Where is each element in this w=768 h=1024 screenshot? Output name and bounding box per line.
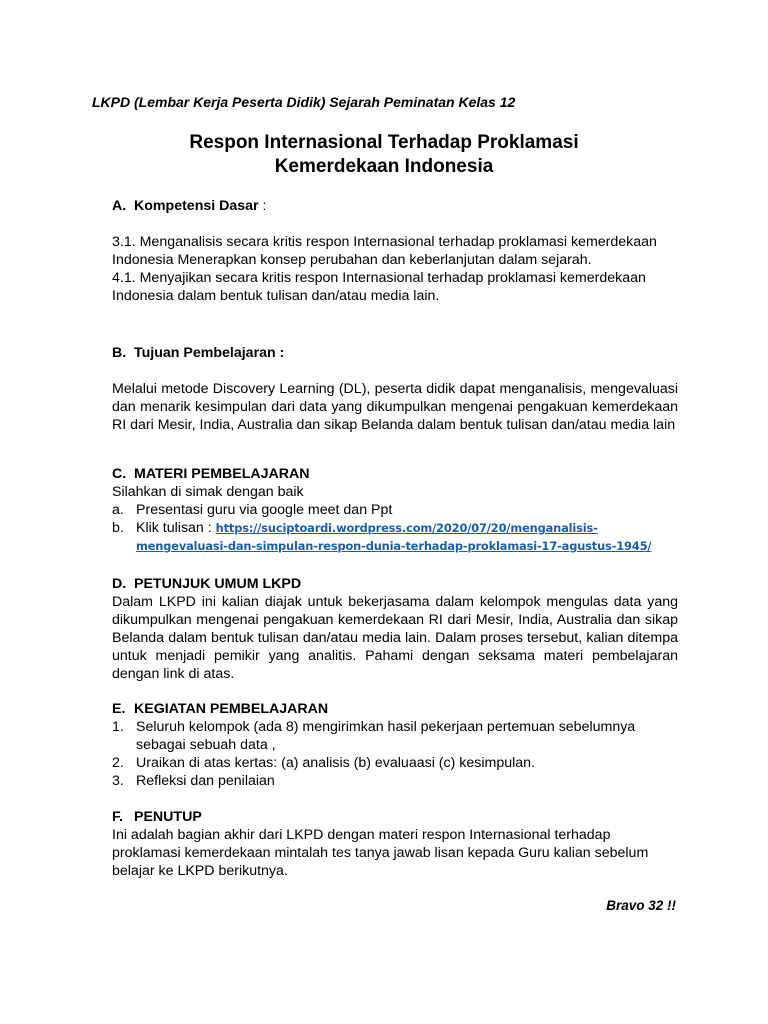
list-marker: 2.: [112, 755, 124, 771]
section-d-paragraph: Dalam LKPD ini kalian diajak untuk bekerjasama dalam kelompok mengulas data yang dikumpulkan mengenai pengakuan kemerdekaan RI dari Mesir, India, Australia dan sikap Belanda dalam bentuk tulisan dan/atau media lain. Dalam proses tersebut, kalian ditempa untuk menjadi pemikir yang analitis. Pahami dengan seksama materi pembelajaran dengan link di atas.: [112, 594, 678, 682]
title-line-1: Respon Internasional Terhadap Proklamasi: [189, 132, 579, 153]
list-item: [112, 519, 678, 555]
section-a-colon: :: [258, 198, 267, 214]
section-b-letter: B.: [112, 345, 127, 361]
title-line-2: Kemerdekaan Indonesia: [274, 156, 494, 177]
list-item: [112, 718, 678, 754]
list-marker: a.: [112, 502, 124, 518]
section-f-title: PENUTUP: [134, 809, 202, 825]
section-d: [112, 575, 678, 683]
list-item: [112, 501, 678, 519]
section-f-heading: [112, 808, 678, 826]
section-f-letter: F.: [112, 809, 124, 825]
section-b-heading: [112, 344, 678, 362]
list-item-text: Uraikan di atas kertas: (a) analisis (b) evaluaasi (c) kesimpulan.: [136, 755, 535, 771]
section-e-title: KEGIATAN PEMBELAJARAN: [134, 701, 329, 717]
list-item-text: Seluruh kelompok (ada 8) mengirimkan hasil pekerjaan pertemuan sebelumnya sebagai sebuah data ,: [136, 719, 636, 753]
section-c-intro: Silahkan di simak dengan baik: [112, 484, 304, 500]
list-marker: 1.: [112, 719, 124, 735]
section-e-letter: E.: [112, 701, 126, 717]
section-c-letter: C.: [112, 466, 127, 482]
section-a: [112, 197, 678, 305]
section-d-title: PETUNJUK UMUM LKPD: [134, 576, 302, 592]
section-a-paragraph-1: 3.1. Menganalisis secara kritis respon Internasional terhadap proklamasi kemerdekaan Indonesia Menerapkan konsep perubahan dan keberlanjutan dalam sejarah.: [112, 234, 657, 268]
article-link-line-1: https://suciptoardi.wordpress.com/2020/07/20/menganalisis-: [215, 521, 598, 535]
link-prefix-text: Klik tulisan :: [136, 520, 216, 536]
list-marker: b.: [112, 520, 124, 536]
document-title: [0, 131, 768, 179]
list-item: [112, 754, 678, 772]
section-d-heading: [112, 575, 678, 593]
section-a-paragraph-2: 4.1. Menyajikan secara kritis respon Internasional terhadap proklamasi kemerdekaan Indonesia dalam bentuk tulisan dan/atau media lain.: [112, 270, 646, 304]
list-item-text: Presentasi guru via google meet dan Ppt: [136, 502, 393, 518]
section-e-heading: [112, 700, 678, 718]
section-f-paragraph: Ini adalah bagian akhir dari LKPD dengan materi respon Internasional terhadap proklamasi kemerdekaan mintalah tes tanya jawab lisan kepada Guru kalian sebelum belajar ke LKPD berikutnya.: [112, 827, 649, 879]
section-c: [112, 465, 678, 555]
section-d-letter: D.: [112, 576, 127, 592]
article-link-line-2: mengevaluasi-dan-simpulan-respon-dunia-terhadap-proklamasi-17-agustus-1945/: [136, 539, 652, 553]
list-marker: 3.: [112, 773, 124, 789]
section-b-paragraph: Melalui metode Discovery Learning (DL), peserta didik dapat menganalisis, mengevaluasi dan menarik kesimpulan dari data yang dikumpulkan mengenai pengakuan kemerdekaan RI dari Mesir, India, Australia dan sikap Belanda dalam bentuk tulisan dan/atau media lain: [112, 381, 678, 433]
signoff: Bravo 32 !!: [606, 898, 676, 913]
section-c-heading: [112, 465, 678, 483]
document-header: LKPD (Lembar Kerja Peserta Didik) Sejarah Peminatan Kelas 12: [92, 94, 516, 110]
list-item-text: [136, 519, 678, 555]
section-b-title: Tujuan Pembelajaran :: [134, 345, 285, 361]
list-item: [112, 772, 678, 790]
section-b: [112, 344, 678, 434]
section-e: [112, 700, 678, 790]
section-f: [112, 808, 678, 880]
list-item-text: Refleksi dan penilaian: [136, 773, 275, 789]
section-a-letter: A.: [112, 198, 127, 214]
section-a-heading: [112, 197, 678, 215]
section-c-title: MATERI PEMBELAJARAN: [134, 466, 310, 482]
section-a-title: Kompetensi Dasar: [134, 198, 259, 214]
